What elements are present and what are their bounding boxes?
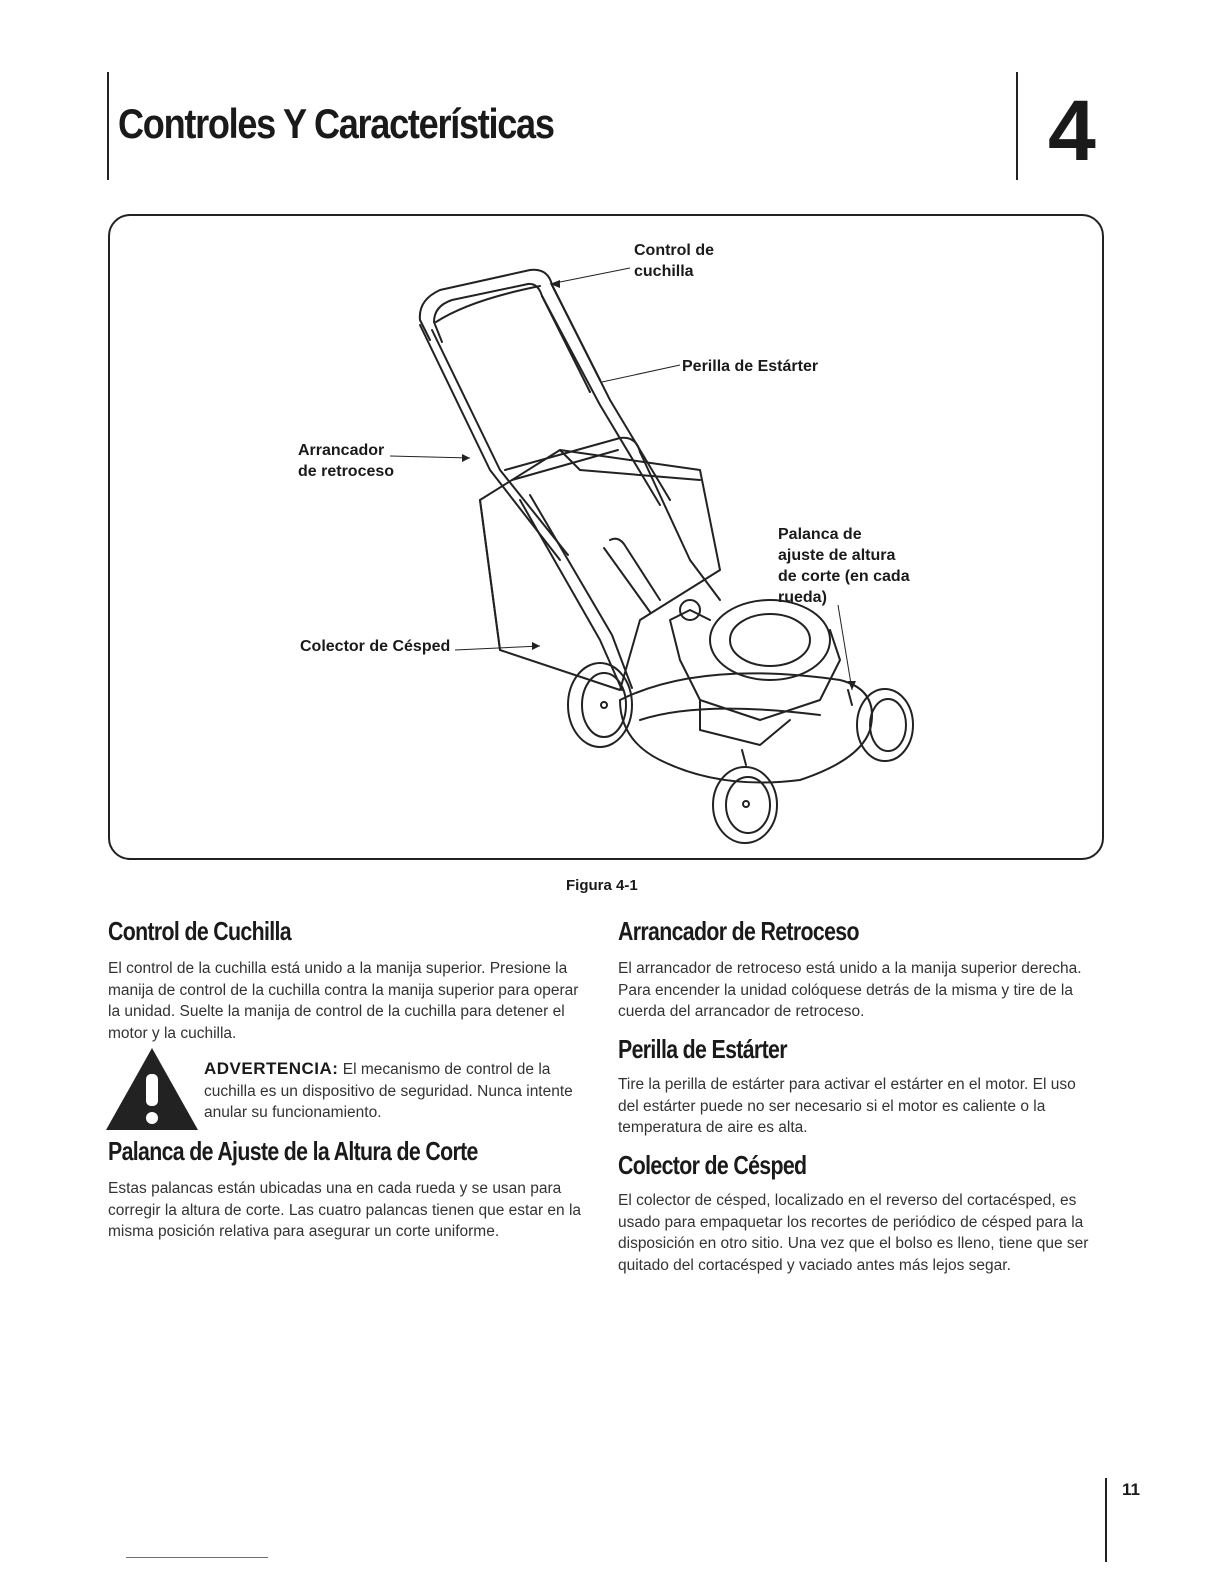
callout-blade-control-line1: Control de	[634, 242, 714, 259]
callout-height-lever-line1: Palanca de	[778, 526, 862, 543]
section-title-grass-bag: Colector de Césped	[618, 1150, 807, 1180]
callout-height-lever-line4: rueda)	[778, 589, 827, 606]
callout-height-lever-line3: de corte (en cada	[778, 568, 910, 585]
section-body-grass-bag: El colector de césped, localizado en el reverso del cortacésped, es usado para empaquetar los recortes de periódico de césped para la disposición en otro sitio. Una vez que el bolso es lleno, tiene que ser quitado del cortacésped y vaciado antes más lejos segar.	[618, 1192, 1089, 1274]
page-number: 11	[1122, 1480, 1140, 1499]
callout-blade-control-line2: cuchilla	[634, 263, 694, 280]
section-body-recoil-starter: El arrancador de retroceso está unido a la manija superior derecha. Para encender la unidad colóquese detrás de la misma y tire de la cuerda del arrancador de retroceso.	[618, 960, 1082, 1020]
callout-height-lever-line2: ajuste de altura	[778, 547, 896, 564]
chapter-number: 4	[1048, 83, 1096, 179]
section-title-height-lever: Palanca de Ajuste de la Altura de Corte	[108, 1136, 478, 1166]
page-number-rule	[1105, 1478, 1107, 1562]
figure-caption: Figura 4-1	[566, 877, 638, 894]
callout-blade-control	[634, 240, 714, 282]
callout-grass-bag: Colector de Césped	[300, 638, 451, 655]
section-title-blade-control: Control de Cuchilla	[108, 916, 291, 946]
section-body-height-lever: Estas palancas están ubicadas una en cada rueda y se usan para corregir la altura de corte. Las cuatro palancas tienen que estar en la misma posición relativa para asegurar un corte uniforme.	[108, 1180, 582, 1240]
footer-link-underline	[126, 1557, 268, 1558]
chapter-title: Controles Y Características	[118, 100, 554, 147]
callout-choke-knob: Perilla de Estárter	[682, 358, 819, 375]
section-title-recoil-starter: Arrancador de Retroceso	[618, 916, 859, 946]
warning-text: El mecanismo de control de la cuchilla es un dispositivo de seguridad. Nunca intente anular su funcionamiento.	[204, 1061, 573, 1121]
warning-block	[204, 1058, 576, 1124]
callout-height-lever	[778, 524, 910, 608]
callout-recoil-starter-line1: Arrancador	[298, 442, 385, 459]
section-body-blade-control: El control de la cuchilla está unido a la manija superior. Presione la manija de control de la cuchilla contra la manija superior para operar la unidad. Suelte la manija de control de la cuchilla para detener el motor y la cuchilla.	[108, 960, 579, 1042]
section-title-choke-knob: Perilla de Estárter	[618, 1034, 787, 1064]
warning-label: ADVERTENCIA:	[204, 1059, 339, 1078]
callout-recoil-starter-line2: de retroceso	[298, 463, 395, 480]
callout-recoil-starter	[298, 440, 394, 482]
section-body-choke-knob: Tire la perilla de estárter para activar el estárter en el motor. El uso del estárter puede no ser necesario si el motor es caliente o la temperatura de aire es alta.	[618, 1076, 1076, 1136]
warning-triangle-icon	[104, 1046, 200, 1132]
